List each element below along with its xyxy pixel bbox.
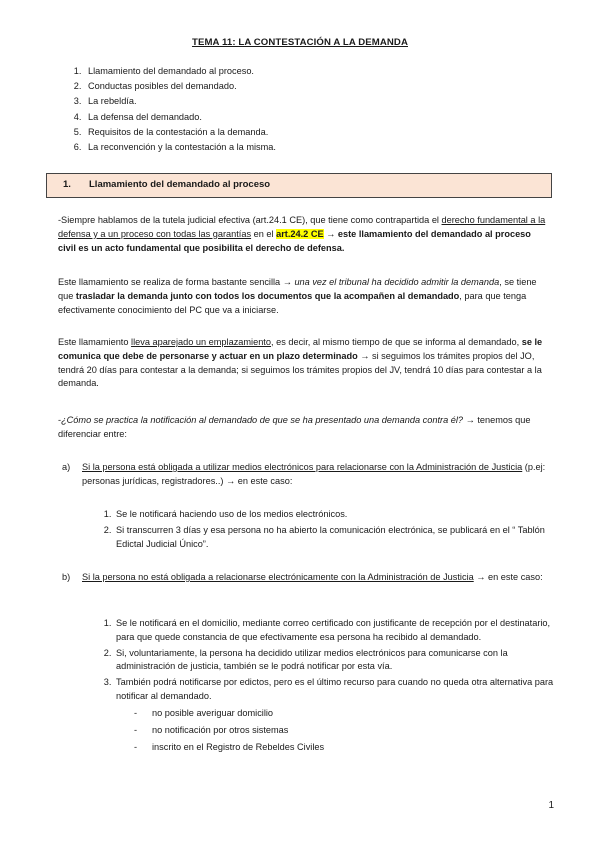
- list-label: a): [62, 462, 71, 472]
- sublist-a: [96, 508, 566, 553]
- dash-item: - no posible averiguar domicilio: [134, 706, 566, 721]
- paragraph-llamamiento: Este llamamiento se realiza de forma bastante sencilla → una vez el tribunal ha decidido admitir la demanda, se tiene que trasladar la demanda junto con todos los documentos que la acompañen al demandado, para que tenga efectivamente conocimiento del PC que va a iniciarse.: [58, 277, 537, 315]
- toc-item: 3. La rebeldía.: [84, 94, 276, 109]
- toc-item: 4. La defensa del demandado.: [84, 110, 276, 125]
- list-item-a: a) Si la persona está obligada a utilizar medios electrónicos para relacionarse con la Administración de Justicia (p.ej: personas jurídicas, registradores..) → en este caso:: [62, 462, 546, 486]
- list-item: 3. También podrá notificarse por edictos, pero es el último recurso para cuando no queda otra alternativa para notificar al demandado. - no posible averiguar domicilio - no notificación por otros sistemas - inscrito en el Registro de Rebeldes Civiles: [114, 676, 566, 755]
- dash-item: - inscrito en el Registro de Rebeldes Civiles: [134, 740, 566, 755]
- page-title: TEMA 11: LA CONTESTACIÓN A LA DEMANDA: [191, 37, 408, 48]
- toc-item: 5. Requisitos de la contestación a la demanda.: [84, 125, 276, 140]
- list-item: 1. Se le notificará haciendo uso de los medios electrónicos.: [114, 508, 566, 522]
- list-item: 2. Si, voluntariamente, la persona ha decidido utilizar medios electrónicos para comunicarse con la administración de justicia, también se le podrá notificar por esta vía.: [114, 647, 566, 675]
- list-item: 1. Se le notificará en el domicilio, mediante correo certificado con justificante de recepción por el destinatario, para que quede constancia de que efectivamente esa persona ha recibido al demandado.: [114, 617, 566, 645]
- section-title: Llamamiento del demandado al proceso: [89, 179, 271, 191]
- page-number: 1: [548, 800, 554, 811]
- list-item-b: b) Si la persona no está obligada a relacionarse electrónicamente con la Administración de Justicia → en este caso:: [62, 571, 550, 585]
- toc-item: 6. La reconvención y la contestación a la misma.: [84, 140, 276, 155]
- paragraph-tutela: -Siempre hablamos de la tutela judicial efectiva (art.24.1 CE), que tiene como contrapartida el derecho fundamental a la defensa y a un proceso con todas las garantías en el art.24.2 CE → este llamamiento del demandado al proceso civil es un acto fundamental que posibilita el derecho de defensa.: [58, 215, 546, 253]
- paragraph-notificacion: -¿Cómo se practica la notificación al demandado de que se ha presentado una demanda contra él? → tenemos que diferenciar entre:: [58, 415, 531, 439]
- highlight-art-24-2: art.24.2 CE: [276, 228, 324, 239]
- dash-list: [116, 706, 566, 755]
- list-label: b): [62, 572, 71, 582]
- section-number: 1.: [63, 179, 71, 191]
- sublist-b: [96, 617, 566, 757]
- table-of-contents: [62, 64, 276, 155]
- dash-item: - no notificación por otros sistemas: [134, 723, 566, 738]
- paragraph-emplazamiento: Este llamamiento lleva aparejado un emplazamiento, es decir, al mismo tiempo de que se informa al demandado, se le comunica que debe de personarse y actuar en un plazo determinado → si seguimos los trámites propios del JO, tendrá 20 días para contestar a la demanda; si seguimos los trámites propios del JV, tendrá 10 días para contestar a la demanda.: [58, 337, 543, 389]
- toc-item: 1. Llamamiento del demandado al proceso.: [84, 64, 276, 79]
- list-item: 2. Si transcurren 3 días y esa persona no ha abierto la comunicación electrónica, se publicará en el “ Tablón Edictal Judicial Único”.: [114, 524, 566, 552]
- section-heading: [46, 173, 552, 198]
- toc-item: 2. Conductas posibles del demandado.: [84, 79, 276, 94]
